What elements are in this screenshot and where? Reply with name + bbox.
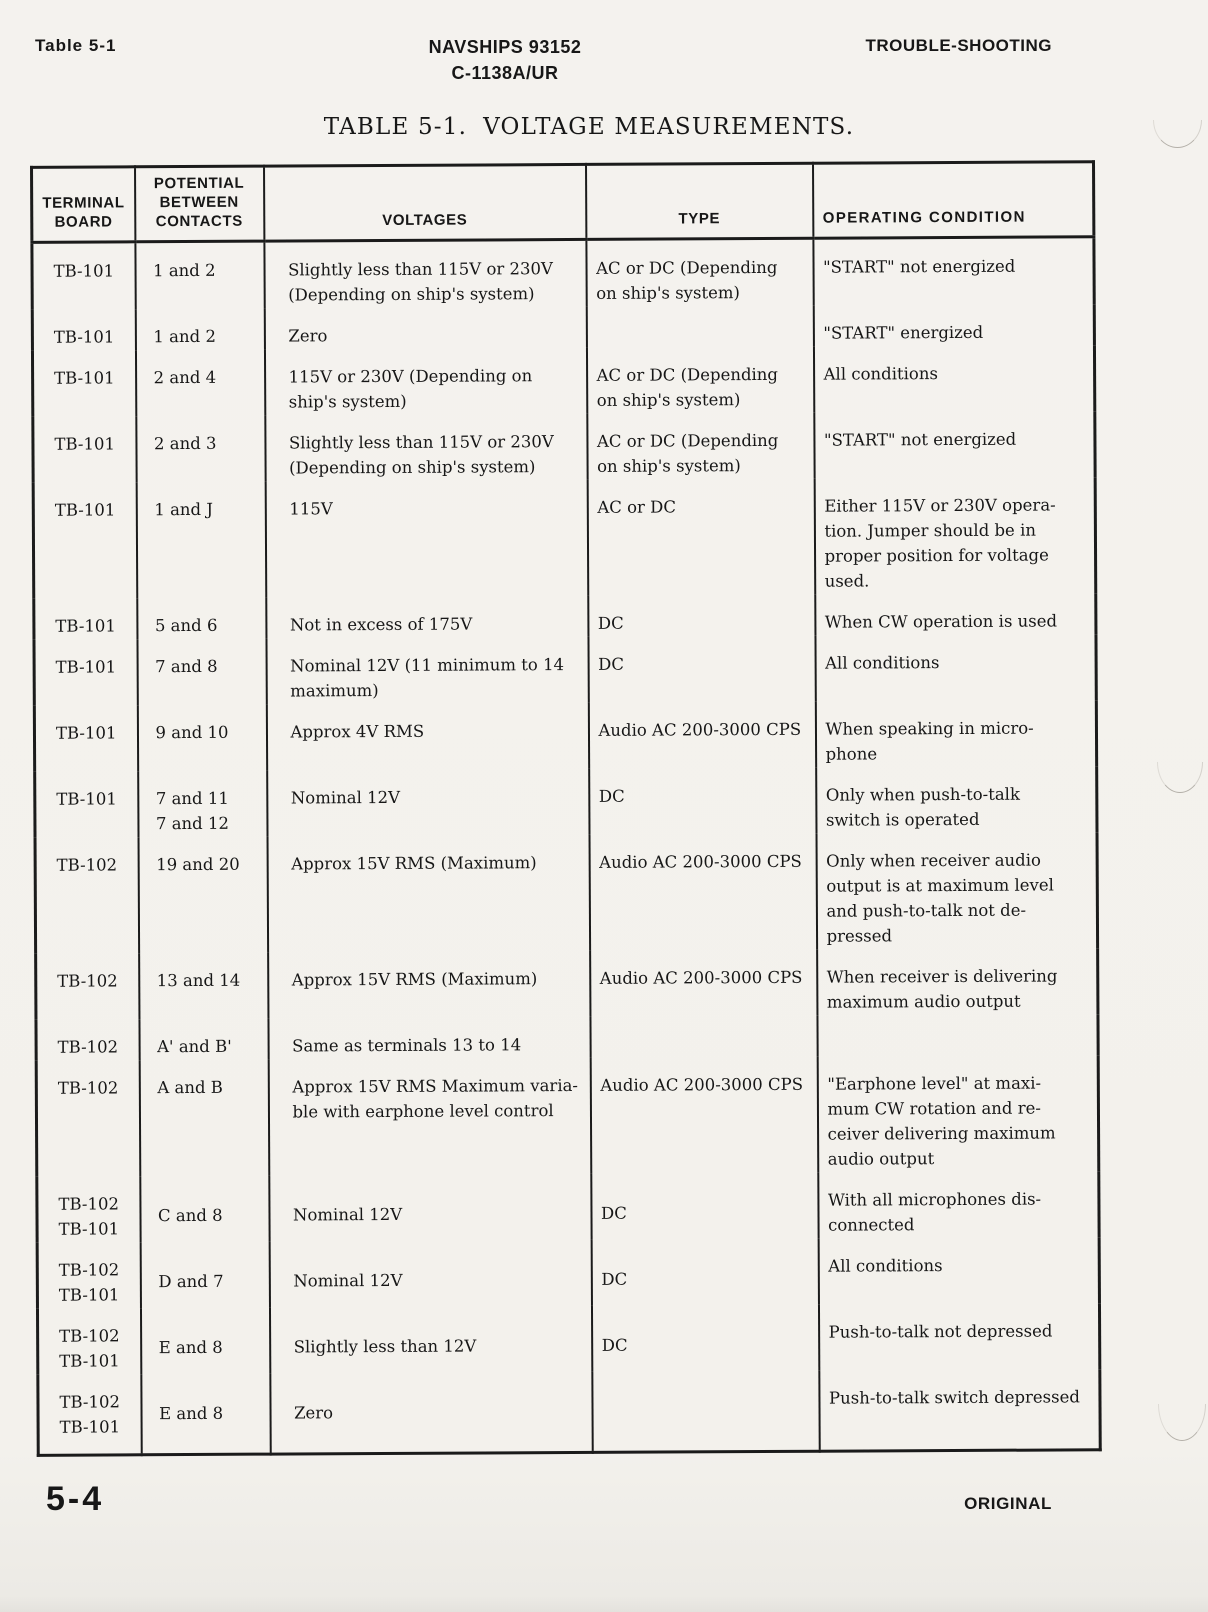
cell-condition: Push-to-talk switch depressed (819, 1369, 1100, 1451)
cell-board: TB-101 (34, 705, 137, 772)
cell-type: DC (591, 1305, 818, 1372)
cell-type: DC (591, 1173, 818, 1240)
cell-type (592, 1371, 819, 1453)
cell-type: Audio AC 200-3000 CPS (590, 1057, 818, 1174)
cell-contacts: 7 and 8 (137, 639, 266, 706)
cell-board: TB-102 (36, 1060, 140, 1177)
cell-type: DC (588, 595, 815, 637)
cell-board: TB-102 (36, 953, 139, 1020)
cell-condition: Either 115V or 230V opera- tion. Jumper should be in proper position for voltage used. (814, 477, 1096, 594)
cell-voltages: Nominal 12V (267, 769, 589, 837)
table-row (37, 1237, 1099, 1309)
cell-contacts: A' and B' (139, 1019, 268, 1061)
cell-condition: With all microphones dis- connected (818, 1171, 1099, 1238)
cell-condition: "START" not energized (813, 237, 1094, 306)
cell-type: AC or DC (Depending on ship's system) (586, 347, 813, 414)
table-row (36, 948, 1098, 1020)
cell-contacts: D and 7 (140, 1242, 269, 1309)
table-title (58, 114, 1120, 140)
cell-type: AC or DC (Depending on ship's system) (586, 238, 813, 307)
table-header-row (32, 162, 1094, 243)
col-header-operating-condition: OPERATING CONDITION (812, 162, 1093, 238)
cell-condition: "START" not energized (814, 411, 1095, 478)
running-header-table-ref: Table 5-1 (35, 36, 117, 55)
cell-contacts: 19 and 20 (138, 837, 268, 954)
cell-type: AC or DC (587, 479, 815, 596)
cell-voltages: Not in excess of 175V (266, 596, 588, 639)
cell-condition: All conditions (813, 345, 1094, 412)
table-row (37, 1303, 1099, 1375)
cell-condition: All conditions (815, 634, 1096, 701)
voltage-measurements-table (30, 160, 1099, 1457)
page-curl-mark (1153, 120, 1202, 148)
cell-voltages: Slightly less than 115V or 230V (Depending on ship's system) (265, 414, 587, 482)
table-row (32, 345, 1094, 417)
table-row (35, 766, 1097, 838)
cell-contacts: 1 and 2 (135, 309, 264, 351)
cell-board: TB-101 (34, 639, 137, 706)
doc-number: NAVSHIPS 93152 (428, 37, 582, 57)
table-row (33, 411, 1095, 483)
cell-contacts: E and 8 (141, 1374, 270, 1455)
cell-voltages: Zero (264, 307, 586, 350)
cell-contacts: 2 and 4 (135, 350, 264, 417)
cell-board: TB-101 (33, 482, 137, 599)
cell-contacts: 2 and 3 (136, 416, 265, 483)
cell-contacts: 7 and 11 7 and 12 (138, 771, 267, 838)
cell-condition: When receiver is delivering maximum audio output (817, 948, 1098, 1015)
cell-board: TB-102 (36, 1019, 139, 1061)
cell-condition: "START" energized (813, 304, 1094, 346)
cell-voltages: Approx 15V RMS (Maximum) (267, 835, 590, 953)
page-number: 5-4 (46, 1480, 105, 1518)
table-row (37, 1171, 1099, 1243)
cell-contacts: A and B (139, 1060, 269, 1177)
running-header-section: TROUBLE-SHOOTING (865, 36, 1052, 55)
running-header-doc-id (355, 34, 655, 86)
cell-voltages: Zero (270, 1372, 592, 1454)
table-row (38, 1369, 1100, 1455)
cell-voltages: Slightly less than 12V (269, 1306, 591, 1374)
table-row (32, 237, 1094, 310)
cell-board: TB-102 TB-101 (37, 1308, 140, 1375)
cell-board: TB-102 TB-101 (38, 1374, 141, 1455)
col-header-voltages: VOLTAGES (264, 164, 586, 241)
cell-voltages: Approx 4V RMS (266, 703, 588, 771)
cell-type (590, 1016, 817, 1058)
table-row (33, 477, 1096, 599)
col-header-type: TYPE (586, 163, 813, 239)
col-header-potential-between-contacts: POTENTIAL BETWEEN CONTACTS (135, 166, 264, 242)
col-header-terminal-board: TERMINAL BOARD (32, 167, 135, 243)
cell-condition: Only when push-to-talk switch is operated (816, 766, 1097, 833)
cell-board: TB-101 (32, 242, 135, 310)
cell-type: Audio AC 200-3000 CPS (588, 702, 815, 769)
cell-type: Audio AC 200-3000 CPS (590, 950, 817, 1017)
page-curl-mark (1158, 1404, 1206, 1441)
table-title-number: TABLE 5-1. (323, 114, 468, 140)
cell-contacts: 9 and 10 (137, 705, 266, 772)
cell-voltages: Approx 15V RMS (Maximum) (268, 951, 590, 1019)
cell-condition: "Earphone level" at maxi- mum CW rotation and re- ceiver delivering maximum audio output (817, 1055, 1099, 1172)
cell-voltages: Nominal 12V (11 minimum to 14 maximum) (266, 637, 588, 705)
cell-contacts: E and 8 (140, 1308, 269, 1375)
table-row (34, 593, 1096, 640)
cell-voltages: 115V or 230V (Depending on ship's system) (264, 348, 586, 416)
cell-type: DC (589, 768, 816, 835)
cell-voltages: Nominal 12V (269, 1174, 591, 1242)
cell-board: TB-101 (33, 416, 136, 483)
cell-board: TB-102 (35, 837, 139, 954)
table-row (36, 1055, 1099, 1177)
table-row (34, 634, 1096, 706)
cell-voltages: Nominal 12V (269, 1240, 591, 1308)
cell-board: TB-101 (32, 350, 135, 417)
cell-contacts: 13 and 14 (139, 953, 268, 1020)
cell-condition (817, 1014, 1098, 1056)
cell-board: TB-101 (34, 598, 137, 640)
cell-condition: When speaking in micro- phone (815, 700, 1096, 767)
cell-voltages: Slightly less than 115V or 230V (Depending on ship's system) (264, 239, 586, 308)
cell-contacts: C and 8 (140, 1176, 269, 1243)
cell-voltages: 115V (265, 480, 588, 598)
doc-model: C-1138A/UR (451, 63, 559, 83)
table-row (34, 700, 1096, 772)
cell-condition: When CW operation is used (815, 593, 1096, 635)
cell-contacts: 1 and J (136, 482, 266, 599)
cell-condition: All conditions (818, 1237, 1099, 1304)
page-curl-mark (1157, 762, 1203, 793)
cell-type: DC (588, 636, 815, 703)
cell-voltages: Same as terminals 13 to 14 (268, 1017, 590, 1060)
cell-type: DC (591, 1239, 818, 1306)
cell-type (586, 306, 813, 348)
table-row (35, 832, 1098, 954)
cell-board: TB-101 (35, 771, 138, 838)
table-title-text: VOLTAGE MEASUREMENTS. (483, 114, 855, 140)
cell-contacts: 1 and 2 (135, 241, 264, 309)
cell-voltages: Approx 15V RMS Maximum varia- ble with earphone level control (268, 1058, 591, 1176)
cell-type: Audio AC 200-3000 CPS (589, 834, 817, 951)
cell-board: TB-102 TB-101 (37, 1242, 140, 1309)
table-row (32, 304, 1094, 351)
table-row (36, 1014, 1098, 1061)
cell-condition: Only when receiver audio output is at maximum level and push-to-talk not de- pressed (816, 832, 1098, 949)
cell-board: TB-101 (32, 309, 135, 351)
revision-label: ORIGINAL (964, 1494, 1052, 1513)
cell-type: AC or DC (Depending on ship's system) (587, 413, 814, 480)
cell-board: TB-102 TB-101 (37, 1176, 140, 1243)
cell-condition: Push-to-talk not depressed (818, 1303, 1099, 1370)
cell-contacts: 5 and 6 (137, 598, 266, 640)
